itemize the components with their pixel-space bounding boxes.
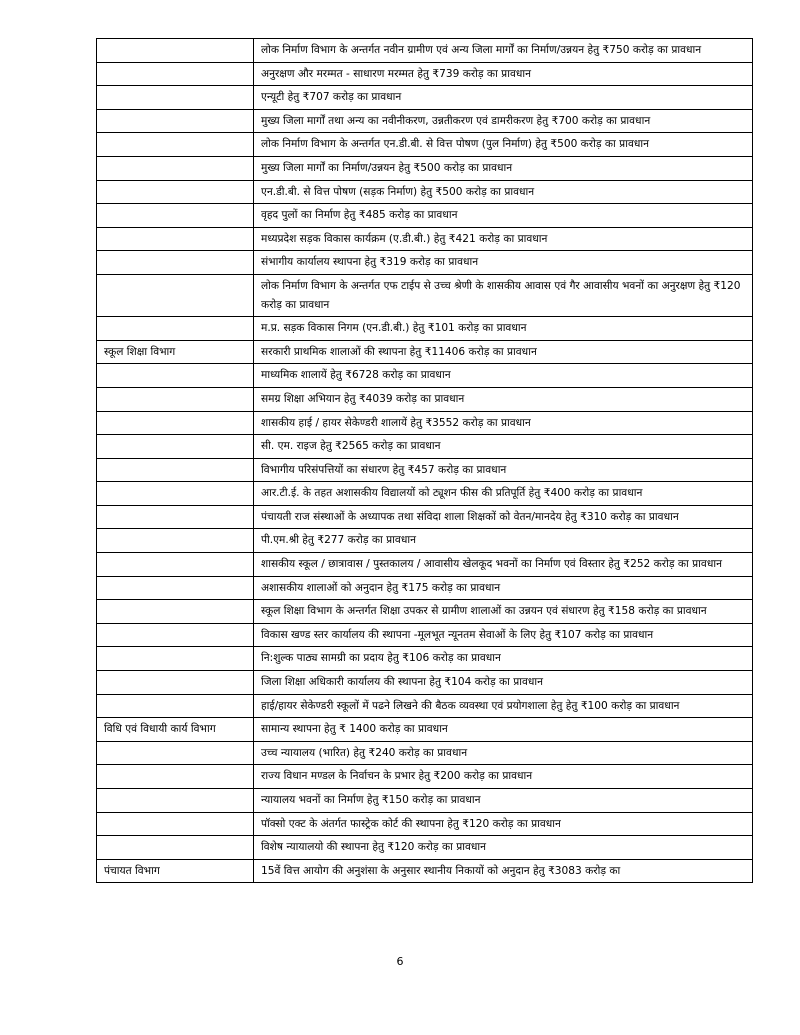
provision-cell: जिला शिक्षा अधिकारी कार्यालय की स्थापना हेतु ₹104 करोड़ का प्रावधान	[254, 671, 753, 695]
provision-cell: राज्य विधान मण्डल के निर्वाचन के प्रभार हेतु ₹200 करोड़ का प्रावधान	[254, 765, 753, 789]
provision-cell: न्यायालय भवनों का निर्माण हेतु ₹150 करोड़ का प्रावधान	[254, 789, 753, 813]
provision-cell: हाई/हायर सेकेण्डरी स्कूलों में पढने लिखने की बैठक व्यवस्था एवं प्रयोगशाला हेतु हेतु ₹100 करोड़ का प्रावधान	[254, 694, 753, 718]
department-cell	[97, 671, 254, 695]
provision-cell: मुख्य जिला मार्गों तथा अन्य का नवीनीकरण, उन्नतीकरण एवं डामरीकरण हेतु ₹700 करोड़ का प्रावधान	[254, 109, 753, 133]
table-row	[97, 576, 753, 600]
department-cell: स्कूल शिक्षा विभाग	[97, 340, 254, 364]
provision-cell: वृहद पुलों का निर्माण हेतु ₹485 करोड़ का प्रावधान	[254, 204, 753, 228]
department-cell	[97, 482, 254, 506]
table-row	[97, 62, 753, 86]
table-row	[97, 836, 753, 860]
table-row	[97, 317, 753, 341]
department-cell	[97, 647, 254, 671]
table-row	[97, 812, 753, 836]
table-row	[97, 859, 753, 883]
table-row	[97, 133, 753, 157]
provision-cell: लोक निर्माण विभाग के अन्तर्गत एन.डी.बी. से वित्त पोषण (पुल निर्माण) हेतु ₹500 करोड़ का प्रावधान	[254, 133, 753, 157]
provision-cell: उच्च न्यायालय (भारित) हेतु ₹240 करोड़ का प्रावधान	[254, 741, 753, 765]
department-cell	[97, 251, 254, 275]
provision-cell: शासकीय हाई / हायर सेकेण्डरी शालायें हेतु ₹3552 करोड़ का प्रावधान	[254, 411, 753, 435]
provision-cell: माध्यमिक शालायें हेतु ₹6728 करोड़ का प्रावधान	[254, 364, 753, 388]
table-row	[97, 86, 753, 110]
department-cell	[97, 156, 254, 180]
table-row	[97, 435, 753, 459]
department-cell	[97, 387, 254, 411]
department-cell	[97, 204, 254, 228]
department-cell	[97, 109, 254, 133]
department-cell	[97, 86, 254, 110]
table-row	[97, 180, 753, 204]
provision-cell: एन्यूटी हेतु ₹707 करोड़ का प्रावधान	[254, 86, 753, 110]
department-cell	[97, 227, 254, 251]
department-cell	[97, 600, 254, 624]
table-row	[97, 741, 753, 765]
department-cell	[97, 39, 254, 63]
provision-cell: 15वें वित्त आयोग की अनुशंसा के अनुसार स्थानीय निकायों को अनुदान हेतु ₹3083 करोड़ का	[254, 859, 753, 883]
table-row	[97, 109, 753, 133]
provision-cell: सामान्य स्थापना हेतु ₹ 1400 करोड़ का प्रावधान	[254, 718, 753, 742]
table-row	[97, 204, 753, 228]
table-row	[97, 505, 753, 529]
provision-cell: मध्यप्रदेश सड़क विकास कार्यक्रम (ए.डी.बी.) हेतु ₹421 करोड़ का प्रावधान	[254, 227, 753, 251]
table-row	[97, 251, 753, 275]
department-cell	[97, 576, 254, 600]
budget-provisions-table	[96, 38, 753, 883]
table-body	[97, 39, 753, 883]
provision-cell: आर.टी.ई. के तहत अशासकीय विद्यालयों को ट्यूशन फीस की प्रतिपूर्ति हेतु ₹400 करोड़ का प्रावधान	[254, 482, 753, 506]
provision-cell: विभागीय परिसंपत्तियों का संधारण हेतु ₹457 करोड़ का प्रावधान	[254, 458, 753, 482]
table-row	[97, 364, 753, 388]
department-cell	[97, 789, 254, 813]
department-cell	[97, 274, 254, 316]
department-cell: विधि एवं विधायी कार्य विभाग	[97, 718, 254, 742]
table-row	[97, 647, 753, 671]
provision-cell: लोक निर्माण विभाग के अन्तर्गत एफ टाईप से उच्च श्रेणी के शासकीय आवास एवं गैर आवासीय भवनों का अनुरक्षण हेतु ₹120 करोड़ का प्रावधान	[254, 274, 753, 316]
provision-cell: विशेष न्यायालयो की स्थापना हेतु ₹120 करोड़ का प्रावधान	[254, 836, 753, 860]
provision-cell: लोक निर्माण विभाग के अन्तर्गत नवीन ग्रामीण एवं अन्य जिला मार्गों का निर्माण/उन्नयन हेतु ₹750 करोड़ का प्रावधान	[254, 39, 753, 63]
table-row	[97, 623, 753, 647]
table-row	[97, 482, 753, 506]
department-cell	[97, 411, 254, 435]
table-row	[97, 789, 753, 813]
department-cell	[97, 623, 254, 647]
department-cell	[97, 741, 254, 765]
department-cell	[97, 317, 254, 341]
provision-cell: अशासकीय शालाओं को अनुदान हेतु ₹175 करोड़ का प्रावधान	[254, 576, 753, 600]
department-cell	[97, 62, 254, 86]
table-row	[97, 553, 753, 577]
department-cell	[97, 812, 254, 836]
table-row	[97, 411, 753, 435]
provision-cell: पी.एम.श्री हेतु ₹277 करोड़ का प्रावधान	[254, 529, 753, 553]
provision-cell: अनुरक्षण और मरम्मत - साधारण मरम्मत हेतु ₹739 करोड़ का प्रावधान	[254, 62, 753, 86]
table-row	[97, 529, 753, 553]
provision-cell: पॉक्सो एक्ट के अंतर्गत फास्ट्रेक कोर्ट की स्थापना हेतु ₹120 करोड़ का प्रावधान	[254, 812, 753, 836]
table-row	[97, 600, 753, 624]
provision-cell: स्कूल शिक्षा विभाग के अन्तर्गत शिक्षा उपकर से ग्रामीण शालाओं का उन्नयन एवं संधारण हेतु ₹158 करोड़ का प्रावधान	[254, 600, 753, 624]
provision-cell: संभागीय कार्यालय स्थापना हेतु ₹319 करोड़ का प्रावधान	[254, 251, 753, 275]
table-row	[97, 458, 753, 482]
department-cell	[97, 694, 254, 718]
department-cell	[97, 435, 254, 459]
department-cell	[97, 180, 254, 204]
provision-cell: मुख्य जिला मार्गों का निर्माण/उन्नयन हेतु ₹500 करोड़ का प्रावधान	[254, 156, 753, 180]
page-number: 6	[396, 955, 404, 968]
provision-cell: समग्र शिक्षा अभियान हेतु ₹4039 करोड़ का प्रावधान	[254, 387, 753, 411]
department-cell	[97, 836, 254, 860]
provision-cell: नि:शुल्क पाठ्य सामग्री का प्रदाय हेतु ₹106 करोड़ का प्रावधान	[254, 647, 753, 671]
department-cell	[97, 505, 254, 529]
provision-cell: एन.डी.बी. से वित्त पोषण (सड़क निर्माण) हेतु ₹500 करोड़ का प्रावधान	[254, 180, 753, 204]
table-row	[97, 274, 753, 316]
department-cell	[97, 529, 254, 553]
provision-cell: सरकारी प्राथमिक शालाओं की स्थापना हेतु ₹11406 करोड़ का प्रावधान	[254, 340, 753, 364]
table-row	[97, 387, 753, 411]
department-cell	[97, 553, 254, 577]
table-row	[97, 694, 753, 718]
table-row	[97, 227, 753, 251]
department-cell	[97, 765, 254, 789]
table-row	[97, 765, 753, 789]
department-cell	[97, 458, 254, 482]
table-row	[97, 39, 753, 63]
provision-cell: म.प्र. सड़क विकास निगम (एन.डी.बी.) हेतु ₹101 करोड़ का प्रावधान	[254, 317, 753, 341]
provision-cell: शासकीय स्कूल / छात्रावास / पुस्तकालय / आवासीय खेलकूद भवनों का निर्माण एवं विस्तार हेतु ₹252 करोड़ का प्रावधान	[254, 553, 753, 577]
table-row	[97, 718, 753, 742]
table-row	[97, 671, 753, 695]
table-row	[97, 156, 753, 180]
department-cell: पंचायत विभाग	[97, 859, 254, 883]
provision-cell: पंचायती राज संस्थाओं के अध्यापक तथा संविदा शाला शिक्षकों को वेतन/मानदेय हेतु ₹310 करोड़ का प्रावधान	[254, 505, 753, 529]
provision-cell: विकास खण्ड स्तर कार्यालय की स्थापना -मूलभूत न्यूनतम सेवाओं के लिए हेतु ₹107 करोड़ का प्रावधान	[254, 623, 753, 647]
department-cell	[97, 364, 254, 388]
table-row	[97, 340, 753, 364]
provision-cell: सी. एम. राइज हेतु ₹2565 करोड़ का प्रावधान	[254, 435, 753, 459]
department-cell	[97, 133, 254, 157]
